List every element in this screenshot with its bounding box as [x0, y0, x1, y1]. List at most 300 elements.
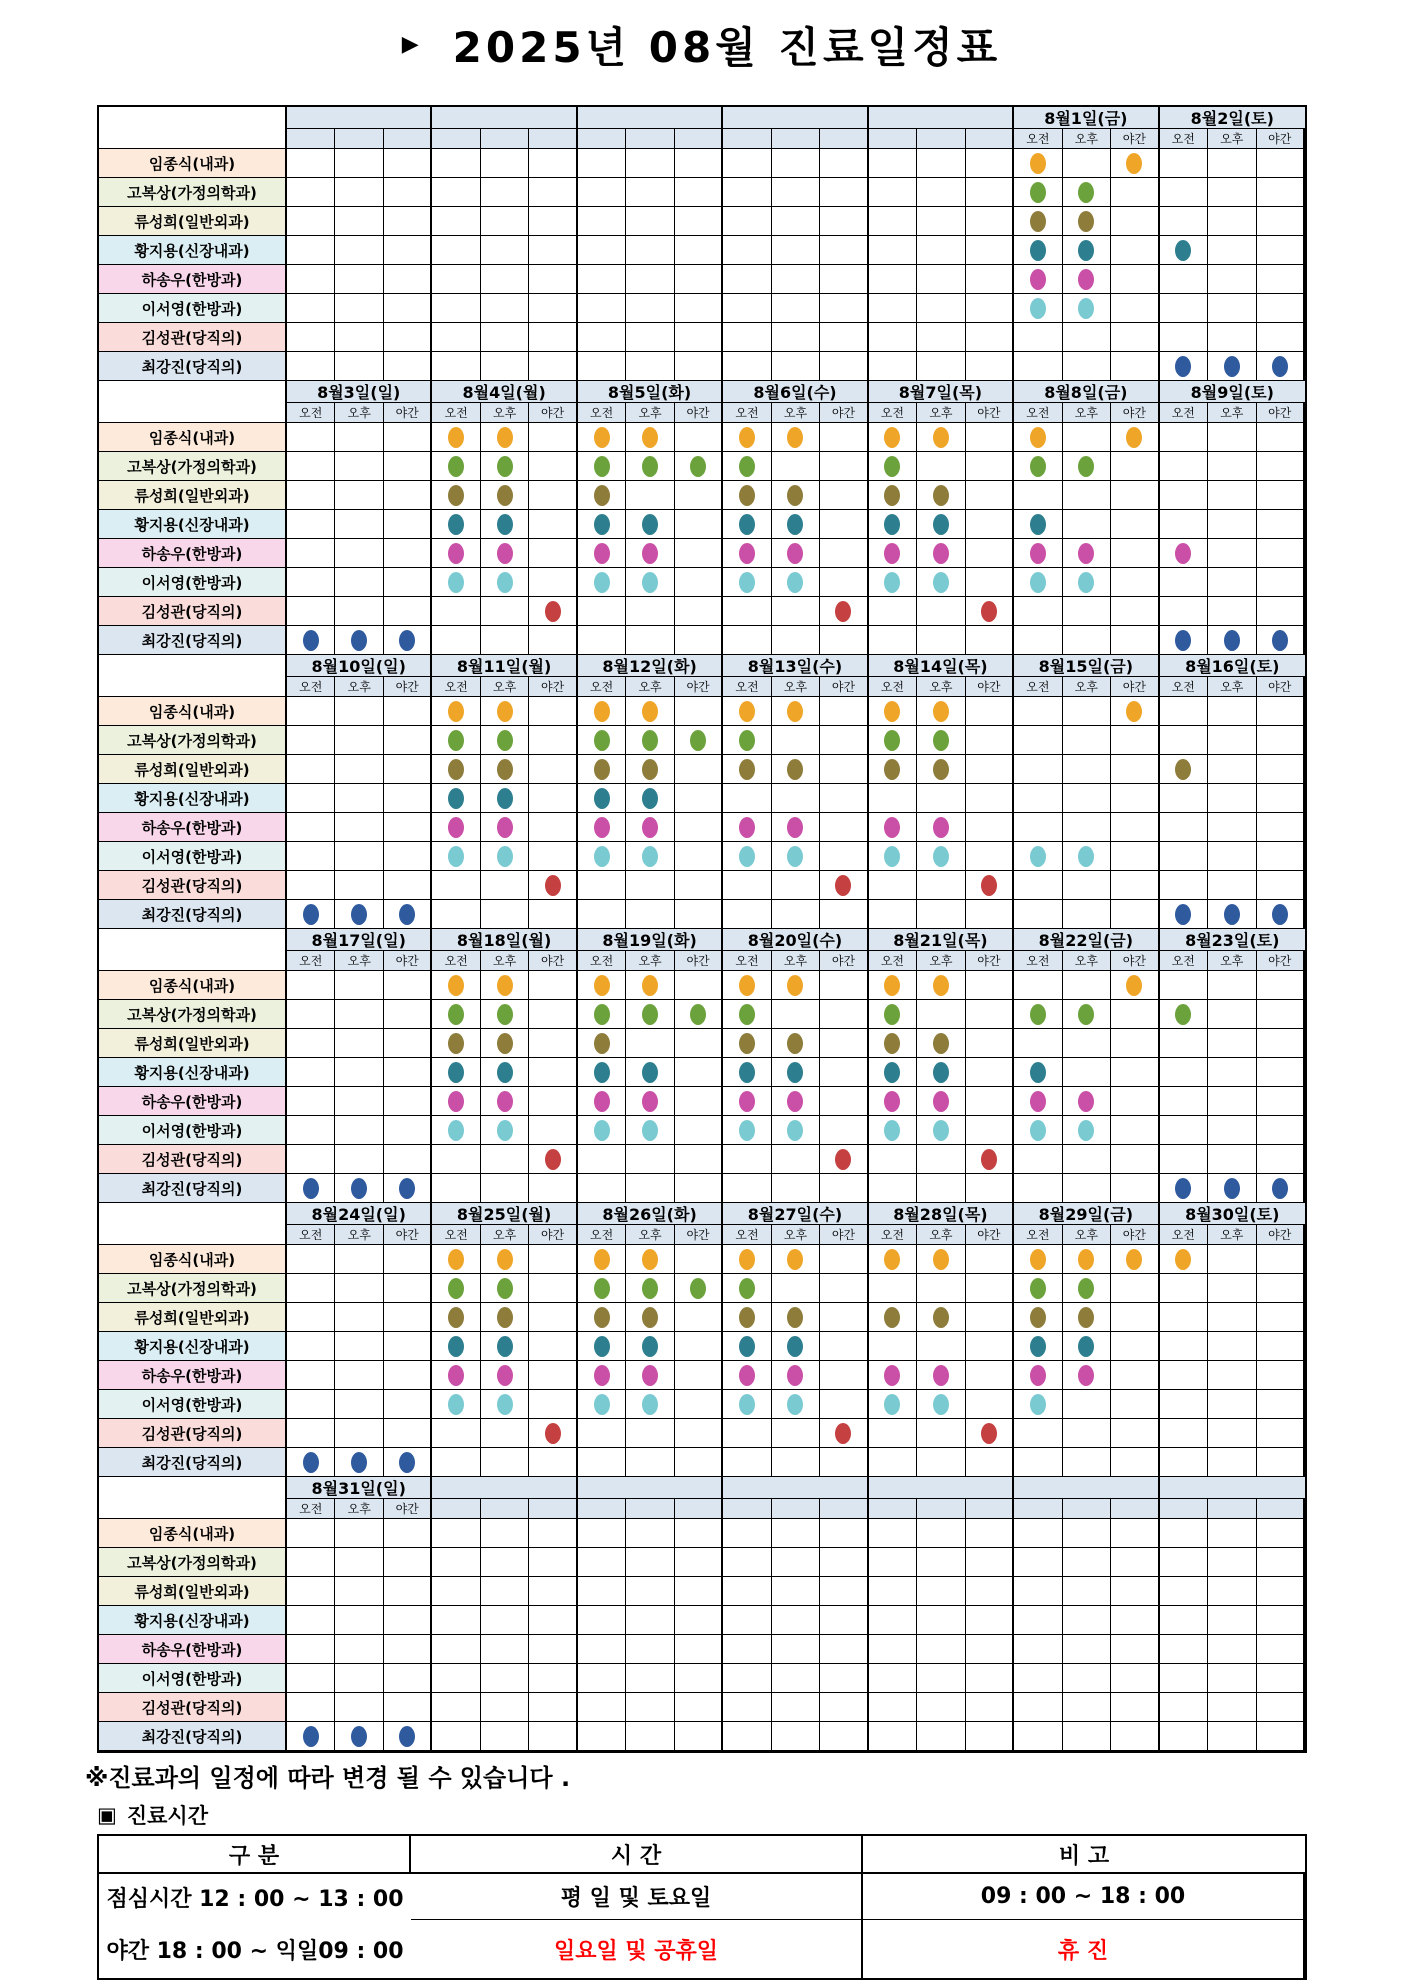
- schedule-cell: [1160, 1519, 1208, 1548]
- schedule-cell: [481, 1606, 529, 1635]
- schedule-cell: [481, 1519, 529, 1548]
- schedule-cell: [626, 1332, 674, 1361]
- schedule-cell: [1160, 900, 1208, 929]
- schedule-cell: [384, 1361, 432, 1390]
- schedule-cell: [1257, 1174, 1305, 1203]
- schedule-cell: [820, 1332, 868, 1361]
- doctor-label: 고복상(가정의학과): [99, 452, 287, 481]
- shift-dot: [884, 730, 900, 751]
- shift-dot: [497, 1120, 513, 1141]
- schedule-cell: [384, 597, 432, 626]
- schedule-cell: [529, 149, 577, 178]
- schedule-cell: [432, 1303, 480, 1332]
- schedule-cell: [772, 452, 820, 481]
- schedule-cell: [966, 423, 1014, 452]
- schedule-cell: [772, 842, 820, 871]
- schedule-cell: [820, 1448, 868, 1477]
- schedule-cell: [869, 1361, 917, 1390]
- shift-dot: [835, 1149, 851, 1170]
- schedule-cell: [772, 1390, 820, 1419]
- schedule-cell: [1160, 149, 1208, 178]
- schedule-cell: [432, 1635, 480, 1664]
- schedule-cell: [966, 481, 1014, 510]
- schedule-cell: [723, 971, 771, 1000]
- schedule-cell: [917, 423, 965, 452]
- timeslot-header: 오전: [1160, 677, 1208, 697]
- shift-dot: [933, 1091, 949, 1112]
- schedule-cell: [287, 352, 335, 381]
- schedule-cell: [869, 1664, 917, 1693]
- shift-dot: [981, 1149, 997, 1170]
- schedule-cell: [1063, 1145, 1111, 1174]
- timeslot-header: 오전: [1014, 129, 1062, 149]
- schedule-cell: [820, 1577, 868, 1606]
- date-header: 8월1일(금): [1014, 107, 1159, 129]
- timeslot-header: [1014, 1499, 1062, 1519]
- shift-dot: [787, 1091, 803, 1112]
- schedule-cell: [384, 1303, 432, 1332]
- shift-dot: [787, 759, 803, 780]
- schedule-cell: [1063, 1419, 1111, 1448]
- schedule-cell: [1063, 813, 1111, 842]
- shift-dot: [594, 1033, 610, 1054]
- timeslot-header: 야간: [820, 403, 868, 423]
- week-corner-cell: [99, 929, 287, 971]
- schedule-cell: [1063, 1332, 1111, 1361]
- schedule-cell: [1257, 1577, 1305, 1606]
- schedule-cell: [1257, 1332, 1305, 1361]
- date-header: [432, 107, 577, 129]
- schedule-cell: [578, 1058, 626, 1087]
- date-header: 8월15일(금): [1014, 655, 1159, 677]
- shift-dot: [884, 1249, 900, 1270]
- schedule-cell: [723, 1245, 771, 1274]
- schedule-cell: [1160, 207, 1208, 236]
- shift-dot: [787, 514, 803, 535]
- schedule-cell: [869, 626, 917, 655]
- schedule-cell: [578, 784, 626, 813]
- date-header: [869, 1477, 1014, 1499]
- schedule-cell: [966, 597, 1014, 626]
- schedule-cell: [1160, 1274, 1208, 1303]
- timeslot-header: 오후: [481, 951, 529, 971]
- shift-dot: [933, 514, 949, 535]
- shift-dot: [351, 630, 367, 651]
- schedule-cell: [966, 1000, 1014, 1029]
- week-block: [99, 381, 1305, 655]
- schedule-cell: [1257, 1245, 1305, 1274]
- schedule-cell: [869, 1577, 917, 1606]
- schedule-cell: [1014, 1029, 1062, 1058]
- schedule-cell: [1063, 265, 1111, 294]
- doctor-label: 임종식(내과): [99, 697, 287, 726]
- schedule-cell: [432, 1664, 480, 1693]
- shift-dot: [787, 543, 803, 564]
- schedule-cell: [481, 784, 529, 813]
- schedule-cell: [432, 813, 480, 842]
- schedule-cell: [723, 1722, 771, 1751]
- schedule-cell: [1208, 1303, 1256, 1332]
- schedule-cell: [869, 1058, 917, 1087]
- schedule-cell: [1063, 294, 1111, 323]
- hours-row-holiday-label: 일요일 및 공휴일: [411, 1920, 863, 1978]
- schedule-cell: [335, 1332, 383, 1361]
- date-header: [578, 1477, 723, 1499]
- date-header: [287, 107, 432, 129]
- shift-dot: [787, 1249, 803, 1270]
- shift-dot: [787, 485, 803, 506]
- schedule-cell: [578, 236, 626, 265]
- schedule-cell: [287, 1548, 335, 1577]
- timeslot-header: 야간: [820, 1225, 868, 1245]
- schedule-cell: [820, 1174, 868, 1203]
- schedule-cell: [432, 1390, 480, 1419]
- schedule-cell: [578, 1519, 626, 1548]
- shift-dot: [884, 759, 900, 780]
- schedule-cell: [772, 1174, 820, 1203]
- schedule-cell: [1208, 1361, 1256, 1390]
- schedule-cell: [1208, 871, 1256, 900]
- shift-dot: [739, 1307, 755, 1328]
- schedule-cell: [675, 697, 723, 726]
- schedule-cell: [723, 323, 771, 352]
- date-header: 8월10일(일): [287, 655, 432, 677]
- schedule-cell: [772, 1722, 820, 1751]
- shift-dot: [1078, 846, 1094, 867]
- schedule-cell: [1257, 1029, 1305, 1058]
- schedule-cell: [772, 1693, 820, 1722]
- schedule-cell: [1111, 1245, 1159, 1274]
- schedule-cell: [481, 813, 529, 842]
- schedule-cell: [1111, 1664, 1159, 1693]
- timeslot-header: 야간: [1111, 403, 1159, 423]
- shift-dot: [642, 1249, 658, 1270]
- schedule-cell: [820, 1116, 868, 1145]
- schedule-cell: [966, 697, 1014, 726]
- doctor-label: 류성희(일반외과): [99, 1029, 287, 1058]
- shift-dot: [787, 572, 803, 593]
- timeslot-header: 야간: [1257, 951, 1305, 971]
- shift-dot: [448, 1120, 464, 1141]
- schedule-cell: [287, 265, 335, 294]
- schedule-cell: [1063, 971, 1111, 1000]
- schedule-cell: [917, 1174, 965, 1203]
- schedule-cell: [432, 755, 480, 784]
- schedule-cell: [529, 1029, 577, 1058]
- shift-dot: [787, 846, 803, 867]
- schedule-cell: [384, 1087, 432, 1116]
- schedule-cell: [384, 1029, 432, 1058]
- doctor-label: 김성관(당직의): [99, 1145, 287, 1174]
- shift-dot: [448, 543, 464, 564]
- date-header: 8월17일(일): [287, 929, 432, 951]
- schedule-cell: [384, 481, 432, 510]
- hours-header-time: 시 간: [411, 1836, 863, 1874]
- schedule-cell: [1014, 236, 1062, 265]
- schedule-cell: [675, 1000, 723, 1029]
- schedule-cell: [917, 149, 965, 178]
- schedule-cell: [1257, 452, 1305, 481]
- schedule-cell: [869, 452, 917, 481]
- schedule-cell: [335, 207, 383, 236]
- schedule-cell: [1111, 784, 1159, 813]
- timeslot-header: 오후: [481, 403, 529, 423]
- square-bullet-icon: ▣: [97, 1803, 117, 1827]
- shift-dot: [739, 514, 755, 535]
- shift-dot: [1030, 182, 1046, 203]
- schedule-cell: [1257, 813, 1305, 842]
- schedule-cell: [529, 871, 577, 900]
- schedule-cell: [1014, 842, 1062, 871]
- shift-dot: [1224, 1178, 1240, 1199]
- schedule-cell: [481, 452, 529, 481]
- schedule-cell: [1208, 1722, 1256, 1751]
- schedule-cell: [287, 423, 335, 452]
- shift-dot: [1126, 427, 1142, 448]
- schedule-cell: [432, 900, 480, 929]
- timeslot-header: 야간: [384, 677, 432, 697]
- schedule-cell: [723, 1635, 771, 1664]
- schedule-cell: [432, 971, 480, 1000]
- schedule-cell: [869, 1390, 917, 1419]
- schedule-cell: [1257, 1274, 1305, 1303]
- schedule-cell: [626, 207, 674, 236]
- shift-dot: [642, 1336, 658, 1357]
- schedule-cell: [481, 1390, 529, 1419]
- timeslot-header: 야간: [384, 1499, 432, 1519]
- timeslot-header: 야간: [966, 951, 1014, 971]
- schedule-cell: [529, 755, 577, 784]
- schedule-cell: [432, 1116, 480, 1145]
- date-header: [723, 107, 868, 129]
- schedule-cell: [529, 452, 577, 481]
- schedule-cell: [966, 323, 1014, 352]
- schedule-cell: [675, 1274, 723, 1303]
- schedule-cell: [966, 813, 1014, 842]
- schedule-cell: [287, 1174, 335, 1203]
- schedule-cell: [723, 352, 771, 381]
- schedule-cell: [1160, 842, 1208, 871]
- schedule-cell: [287, 1448, 335, 1477]
- schedule-cell: [1014, 1419, 1062, 1448]
- schedule-cell: [917, 1548, 965, 1577]
- schedule-cell: [966, 842, 1014, 871]
- schedule-cell: [869, 423, 917, 452]
- timeslot-header: [820, 129, 868, 149]
- schedule-cell: [869, 1245, 917, 1274]
- shift-dot: [884, 543, 900, 564]
- schedule-cell: [917, 294, 965, 323]
- schedule-cell: [432, 1606, 480, 1635]
- schedule-cell: [626, 1245, 674, 1274]
- schedule-cell: [966, 1577, 1014, 1606]
- schedule-cell: [335, 178, 383, 207]
- shift-dot: [642, 427, 658, 448]
- schedule-cell: [869, 755, 917, 784]
- shift-dot: [690, 730, 706, 751]
- schedule-cell: [481, 726, 529, 755]
- schedule-cell: [335, 1145, 383, 1174]
- shift-dot: [545, 601, 561, 622]
- schedule-cell: [481, 510, 529, 539]
- schedule-cell: [820, 784, 868, 813]
- schedule-cell: [578, 423, 626, 452]
- schedule-cell: [1208, 178, 1256, 207]
- schedule-cell: [1160, 1693, 1208, 1722]
- schedule-cell: [966, 178, 1014, 207]
- schedule-cell: [723, 1419, 771, 1448]
- schedule-cell: [1063, 1000, 1111, 1029]
- schedule-cell: [384, 178, 432, 207]
- doctor-label: 고복상(가정의학과): [99, 1548, 287, 1577]
- shift-dot: [399, 904, 415, 925]
- schedule-cell: [529, 1174, 577, 1203]
- schedule-cell: [723, 1606, 771, 1635]
- shift-dot: [497, 975, 513, 996]
- schedule-cell: [335, 1087, 383, 1116]
- schedule-cell: [675, 1606, 723, 1635]
- schedule-cell: [384, 755, 432, 784]
- shift-dot: [497, 759, 513, 780]
- shift-dot: [739, 427, 755, 448]
- shift-dot: [787, 1336, 803, 1357]
- schedule-cell: [820, 352, 868, 381]
- schedule-cell: [529, 539, 577, 568]
- schedule-cell: [1111, 178, 1159, 207]
- schedule-cell: [1160, 1245, 1208, 1274]
- schedule-cell: [1208, 1058, 1256, 1087]
- schedule-cell: [1208, 352, 1256, 381]
- schedule-cell: [820, 294, 868, 323]
- schedule-cell: [1014, 1145, 1062, 1174]
- schedule-cell: [675, 207, 723, 236]
- schedule-cell: [287, 1087, 335, 1116]
- schedule-cell: [432, 352, 480, 381]
- timeslot-header: [626, 1499, 674, 1519]
- timeslot-header: 야간: [384, 1225, 432, 1245]
- schedule-cell: [384, 726, 432, 755]
- schedule-cell: [432, 423, 480, 452]
- schedule-cell: [481, 1145, 529, 1174]
- hours-header-remark: 비 고: [863, 1836, 1305, 1874]
- schedule-cell: [335, 971, 383, 1000]
- schedule-cell: [675, 626, 723, 655]
- shift-dot: [739, 1062, 755, 1083]
- timeslot-header: 오전: [1160, 951, 1208, 971]
- timeslot-header: 오후: [481, 1225, 529, 1245]
- shift-dot: [448, 1004, 464, 1025]
- schedule-cell: [1160, 784, 1208, 813]
- schedule-cell: [432, 626, 480, 655]
- schedule-cell: [675, 1361, 723, 1390]
- shift-dot: [933, 1365, 949, 1386]
- schedule-cell: [335, 1548, 383, 1577]
- schedule-cell: [966, 1548, 1014, 1577]
- shift-dot: [933, 701, 949, 722]
- schedule-cell: [966, 1145, 1014, 1174]
- schedule-cell: [820, 1029, 868, 1058]
- schedule-cell: [723, 265, 771, 294]
- schedule-cell: [1208, 1548, 1256, 1577]
- schedule-cell: [723, 1664, 771, 1693]
- schedule-cell: [820, 1145, 868, 1174]
- schedule-cell: [820, 1419, 868, 1448]
- timeslot-header: 오전: [1014, 1225, 1062, 1245]
- schedule-cell: [1208, 1419, 1256, 1448]
- schedule-cell: [675, 971, 723, 1000]
- date-header: 8월28일(목): [869, 1203, 1014, 1225]
- shift-dot: [594, 1120, 610, 1141]
- schedule-cell: [675, 900, 723, 929]
- shift-dot: [303, 1452, 319, 1473]
- schedule-cell: [1257, 1361, 1305, 1390]
- timeslot-header: [481, 1499, 529, 1519]
- schedule-cell: [1208, 1635, 1256, 1664]
- doctor-label: 임종식(내과): [99, 149, 287, 178]
- date-header: 8월25일(월): [432, 1203, 577, 1225]
- schedule-cell: [1063, 1693, 1111, 1722]
- timeslot-header: 야간: [1111, 129, 1159, 149]
- shift-dot: [884, 701, 900, 722]
- shift-dot: [739, 817, 755, 838]
- timeslot-header: [675, 1499, 723, 1519]
- schedule-cell: [1063, 236, 1111, 265]
- shift-dot: [1078, 1278, 1094, 1299]
- shift-dot: [497, 701, 513, 722]
- week-block: [99, 107, 1305, 381]
- schedule-cell: [966, 755, 1014, 784]
- schedule-cell: [335, 1577, 383, 1606]
- schedule-cell: [966, 1519, 1014, 1548]
- schedule-cell: [578, 1722, 626, 1751]
- schedule-cell: [1160, 1145, 1208, 1174]
- schedule-cell: [578, 1577, 626, 1606]
- schedule-cell: [675, 1303, 723, 1332]
- schedule-cell: [1111, 1722, 1159, 1751]
- shift-dot: [594, 1278, 610, 1299]
- schedule-cell: [723, 697, 771, 726]
- shift-dot: [933, 817, 949, 838]
- schedule-cell: [626, 871, 674, 900]
- schedule-cell: [966, 1116, 1014, 1145]
- schedule-cell: [1257, 1548, 1305, 1577]
- schedule-cell: [820, 1548, 868, 1577]
- schedule-cell: [1063, 1174, 1111, 1203]
- timeslot-header: 야간: [675, 403, 723, 423]
- shift-dot: [739, 1120, 755, 1141]
- schedule-cell: [578, 294, 626, 323]
- shift-dot: [1078, 456, 1094, 477]
- shift-dot: [1030, 240, 1046, 261]
- schedule-cell: [869, 1274, 917, 1303]
- shift-dot: [1078, 269, 1094, 290]
- shift-dot: [1175, 356, 1191, 377]
- schedule-cell: [820, 539, 868, 568]
- schedule-cell: [626, 1664, 674, 1693]
- schedule-cell: [1257, 1116, 1305, 1145]
- schedule-cell: [335, 1303, 383, 1332]
- schedule-cell: [384, 813, 432, 842]
- schedule-cell: [481, 1693, 529, 1722]
- shift-dot: [497, 1307, 513, 1328]
- date-header: 8월24일(일): [287, 1203, 432, 1225]
- date-header: 8월12일(화): [578, 655, 723, 677]
- timeslot-header: 오후: [626, 951, 674, 971]
- shift-dot: [1078, 543, 1094, 564]
- schedule-cell: [529, 1245, 577, 1274]
- schedule-cell: [481, 294, 529, 323]
- schedule-cell: [529, 1635, 577, 1664]
